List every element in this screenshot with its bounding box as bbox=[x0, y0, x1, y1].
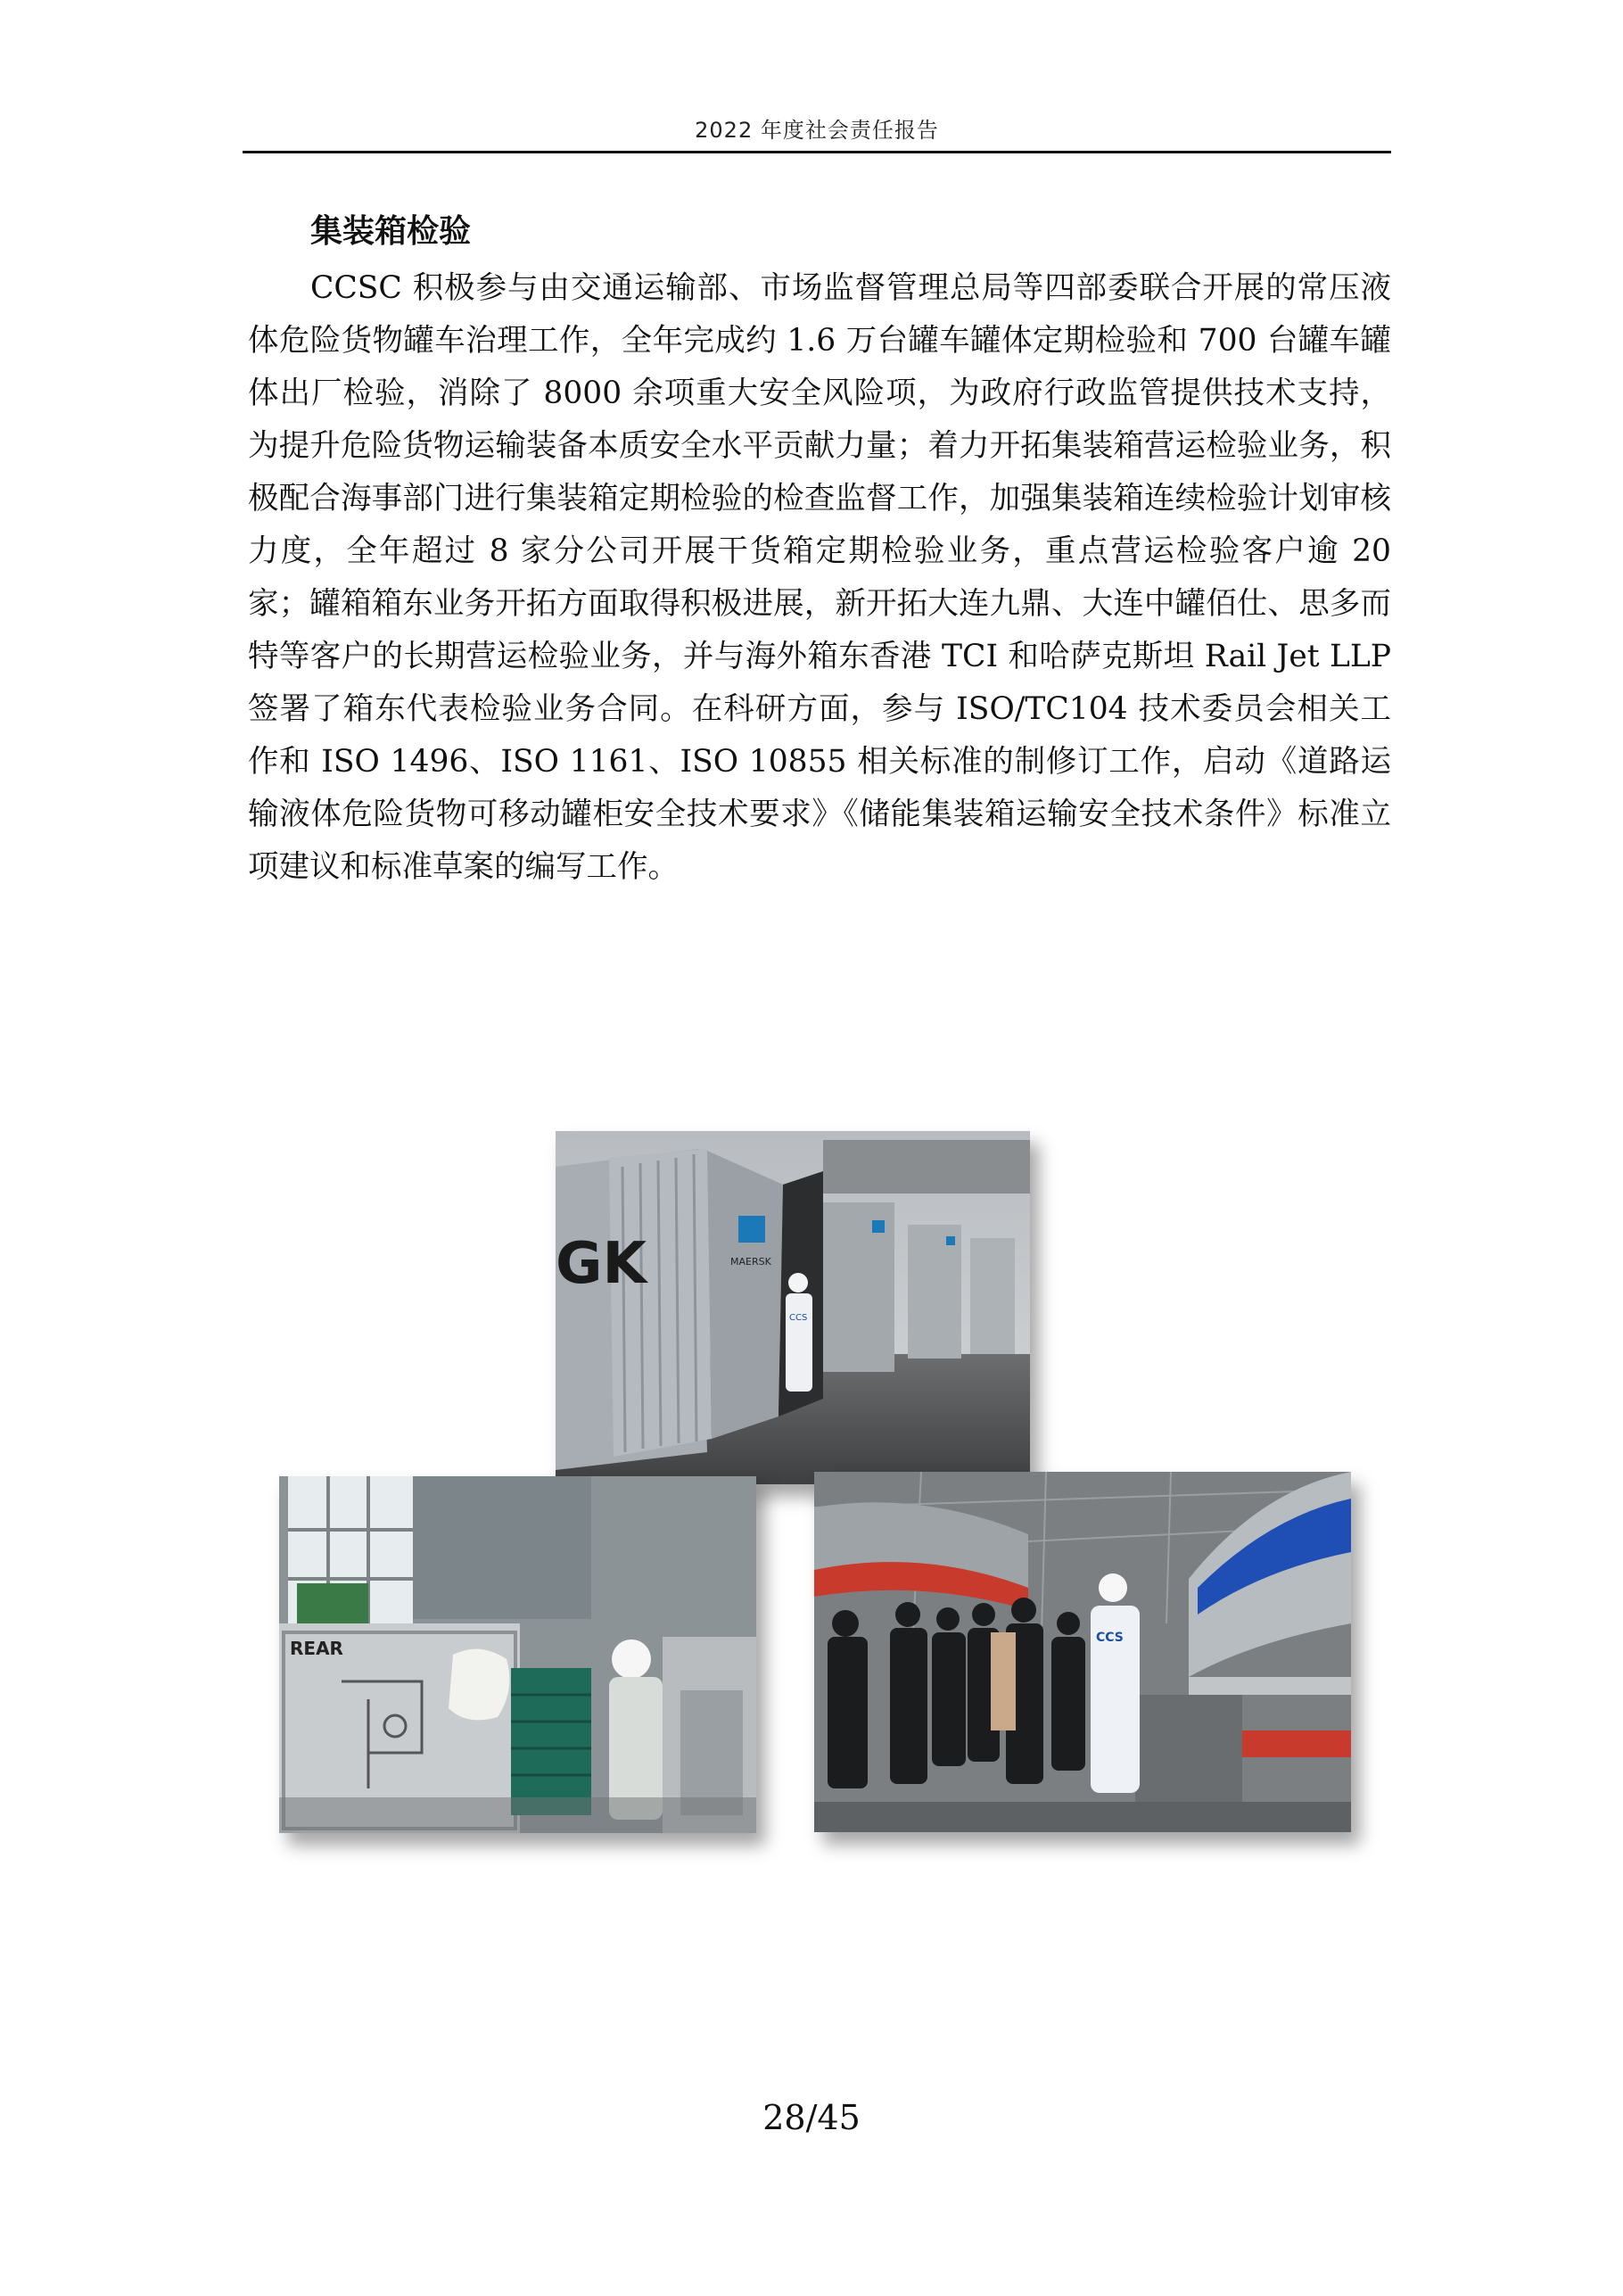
section-title: 集装箱检验 bbox=[310, 213, 472, 250]
container-brand-text: MAERSK bbox=[730, 1256, 771, 1268]
container-inspection-photo bbox=[556, 1131, 1030, 1484]
inspector-logo-text: CCS bbox=[1096, 1631, 1124, 1645]
body-paragraph: CCSC 积极参与由交通运输部、市场监督管理总局等四部委联合开展的常压液体危险货物罐车治理工作，全年完成约 1.6 万台罐车罐体定期检验和 700 台罐车罐体出厂检验，消除了 8000 余项重大安全风险项，为政府行政监管提供技术支持，为提升危险货物运输装备本质安全水平贡献力量；着力开拓集装箱营运检验业务，积极配合海事部门进行集装箱定期检验的检查监督工作，加强集装箱连续检验计划审核力度，全年超过 8 家分公司开展干货箱定期检验业务，重点营运检验客户逾 20 家；罐箱箱东业务开拓方面取得积极进展，新开拓大连九鼎、大连中罐佰仕、思多而特等客户的长期营运检验业务，并与海外箱东香港 TCI 和哈萨克斯坦 Rail Jet LLP 签署了箱东代表检验业务合同。在科研方面，参与 ISO/TC104 技术委员会相关工作和 ISO 1496、ISO 1161、ISO 10855 相关标准的制修订工作，启动《道路运输液体危险货物可移动罐柜安全技术要求》《储能集装箱运输安全技术条件》标准立项建议和标准草案的编写工作。 bbox=[248, 270, 1391, 885]
header-rule bbox=[243, 151, 1391, 153]
rear-label-text: REAR bbox=[290, 1638, 343, 1659]
container-logo-text: GK bbox=[556, 1231, 647, 1297]
tank-valve-inspection-photo bbox=[279, 1476, 756, 1833]
page-number: 28/45 bbox=[762, 2098, 861, 2137]
worker-logo-text: CCS bbox=[789, 1313, 808, 1323]
tanker-inspection-photo bbox=[814, 1472, 1351, 1832]
running-header: 2022 年度社会责任报告 bbox=[695, 118, 939, 143]
